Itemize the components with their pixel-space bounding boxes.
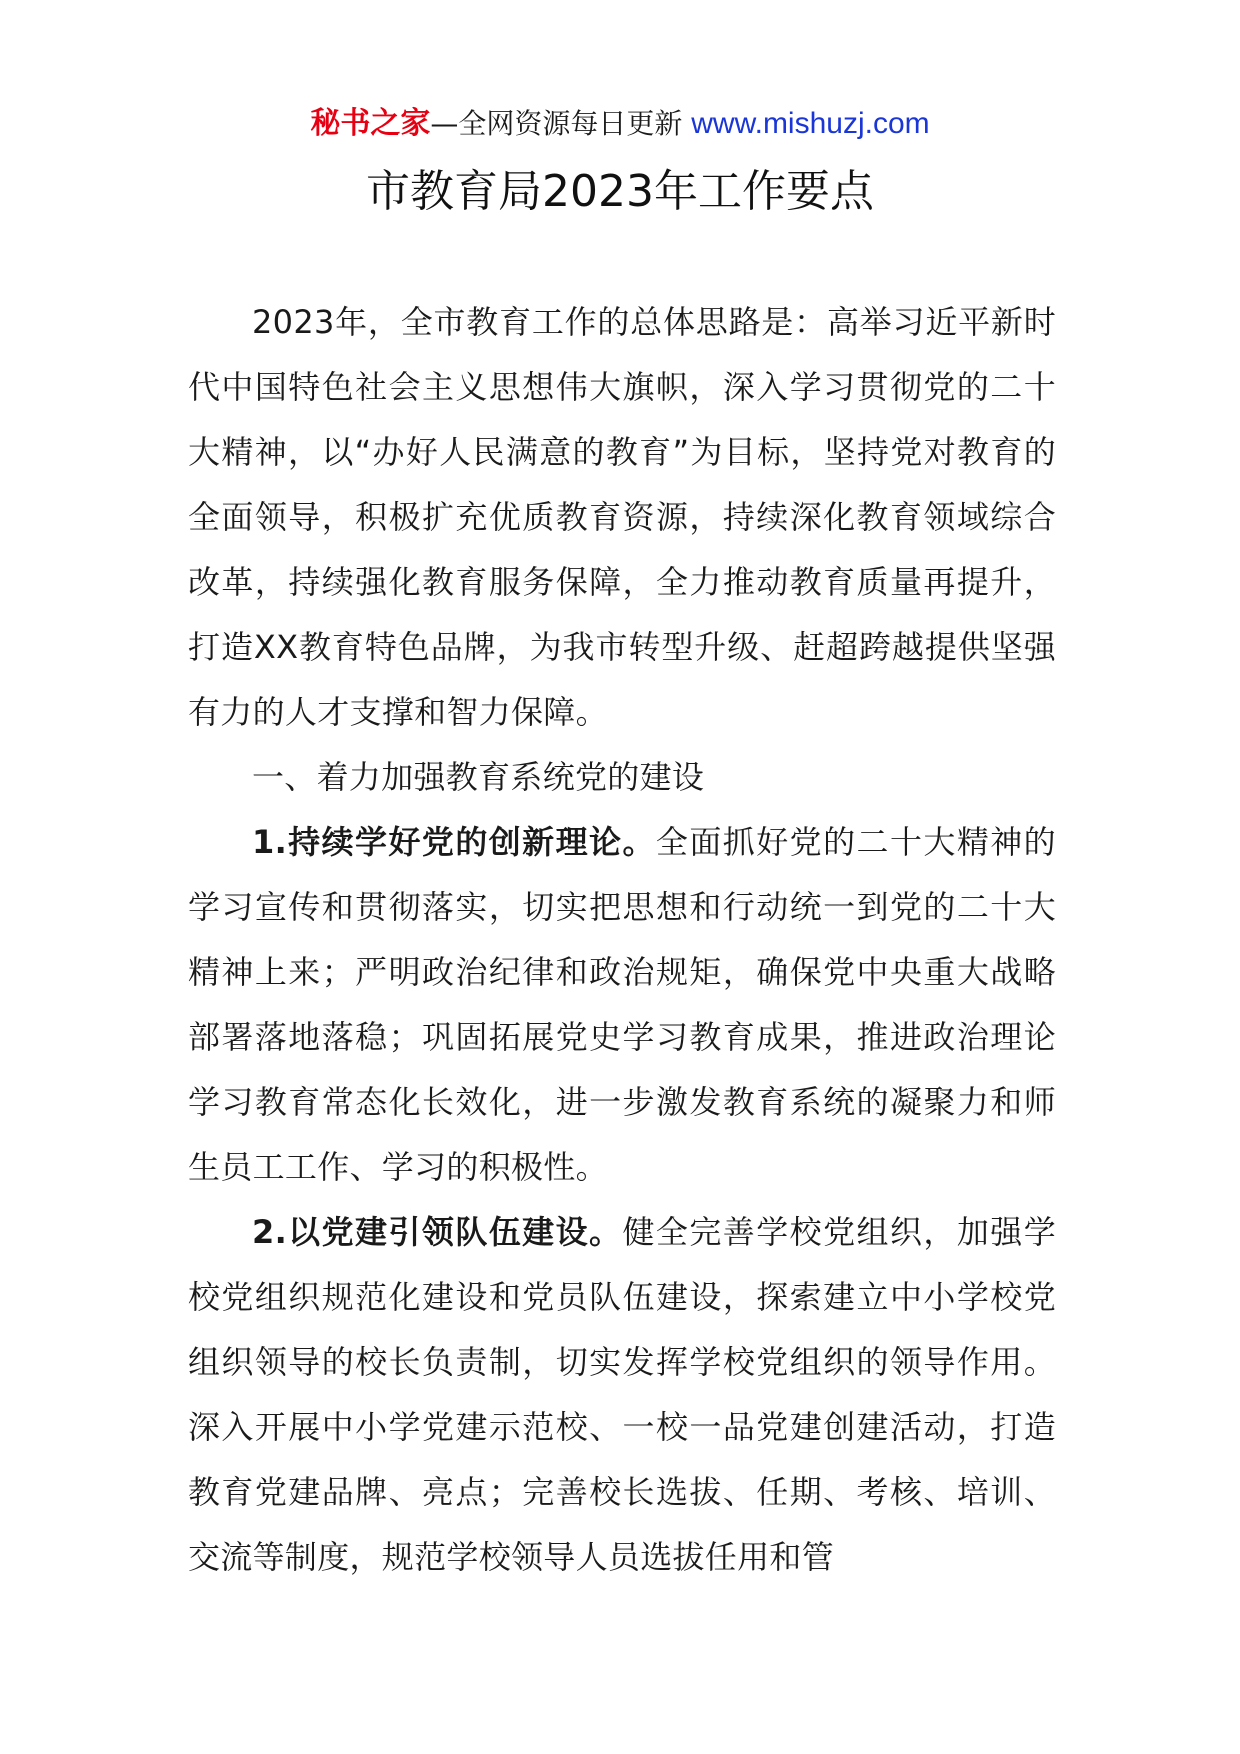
document-body [188,290,1056,1590]
document-title: 市教育局2023年工作要点 [366,166,874,217]
section-heading-1: 一、着力加强教育系统党的建设 [252,758,705,796]
item-2-heading: 2.以党建引领队伍建设。 [252,1213,623,1251]
item-2-body: 健全完善学校党组织，加强学校党组织规范化建设和党员队伍建设，探索建立中小学校党组织领导的校长负责制，切实发挥学校党组织的领导作用。深入开展中小学党建示范校、一校一品党建创建活动，打造教育党建品牌、亮点；完善校长选拔、任期、考核、培训、交流等制度，规范学校领导人员选拔任用和管 [188,1213,1056,1576]
item-1-heading: 1.持续学好党的创新理论。 [252,823,656,861]
intro-paragraph: 2023年，全市教育工作的总体思路是：高举习近平新时代中国特色社会主义思想伟大旗帜，深入学习贯彻党的二十大精神，以“办好人民满意的教育”为目标，坚持党对教育的全面领导，积极扩充优质教育资源，持续深化教育领域综合改革，持续强化教育服务保障，全力推动教育质量再提升，打造XX教育特色品牌，为我市转型升级、赶超跨越提供坚强有力的人才支撑和智力保障。 [188,303,1056,731]
item-2-paragraph [188,1200,1056,1590]
site-url-link[interactable]: www.mishuzj.com [691,107,930,140]
watermark-header [0,104,1240,144]
item-1-paragraph [188,810,1056,1200]
header-tagline: —全网资源每日更新 [430,107,692,140]
item-1-body: 全面抓好党的二十大精神的学习宣传和贯彻落实，切实把思想和行动统一到党的二十大精神上来；严明政治纪律和政治规矩，确保党中央重大战略部署落地落稳；巩固拓展党史学习教育成果，推进政治理论学习教育常态化长效化，进一步激发教育系统的凝聚力和师生员工工作、学习的积极性。 [188,823,1056,1186]
brand-name: 秘书之家 [310,106,431,141]
